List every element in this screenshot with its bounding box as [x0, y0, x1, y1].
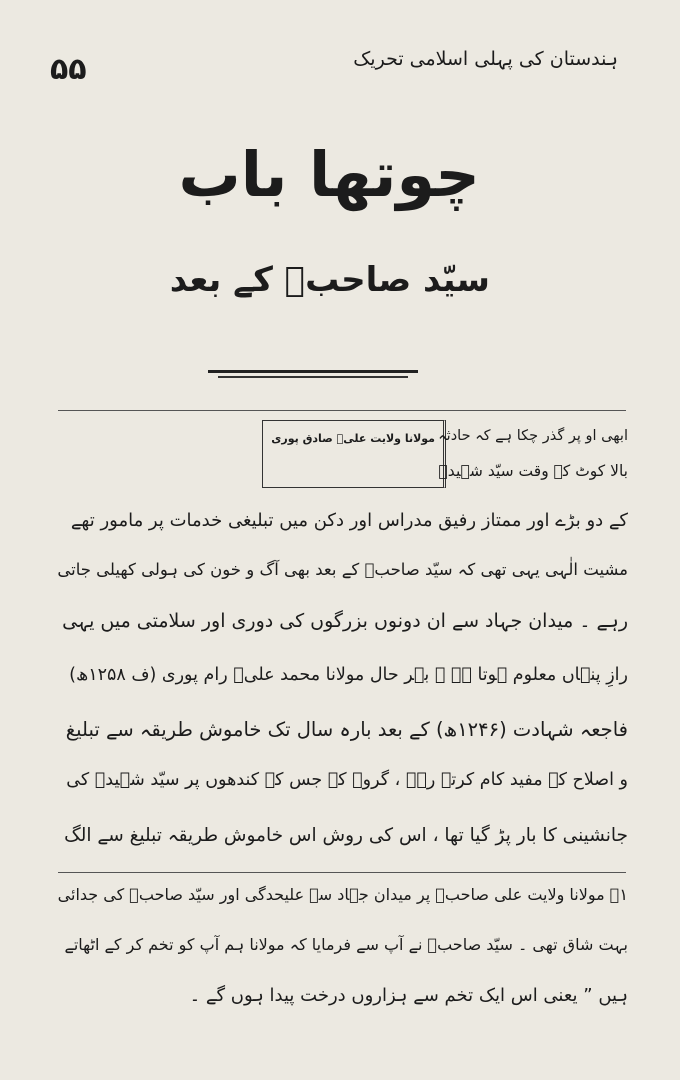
body-text-line: و اصلاح کے مفید کام کرتے رہے ، گروہ کہ جس کے کندھوں پر سیّد شہیدؒ کی	[66, 770, 628, 790]
body-text-line: کے دو بڑے اور ممتاز رفیق مدراس اور دکن میں تبلیغی خدمات پر مامور تھے	[70, 510, 628, 531]
running-title: ہندستان کی پہلی اسلامی تحریک	[353, 48, 618, 70]
divider-line	[208, 370, 418, 373]
rule-line	[58, 410, 626, 411]
divider-line	[218, 376, 408, 378]
page-number: ۵۵	[50, 52, 87, 87]
section-heading: مولانا ولایت علیؒ صادق پوری	[271, 432, 435, 445]
inset-text-line: بالا کوٹ کے وقت سیّد شہیدؒ	[438, 462, 628, 480]
body-text-line: رہے ۔ میدان جہاد سے ان دونوں بزرگوں کی دوری اور سلامتی میں یہی	[62, 610, 628, 632]
body-text-line: جانشینی کا بار پڑ گیا تھا ، اس کی روش اس خاموش طریقہ تبلیغ سے الگ	[64, 825, 628, 846]
body-text-line: مشیت الٰہی یہی تھی کہ سیّد صاحبؒ کے بعد بھی آگ و خون کی ہولی کھیلی جاتی	[57, 560, 628, 579]
footnote-line: بہت شاق تھی ۔ سیّد صاحبؒ نے آپ سے فرمایا کہ مولانا ہم آپ کو تخم کر کے اٹھاتے	[64, 935, 628, 954]
footnote-line: ہیں ” یعنی اس ایک تخم سے ہزاروں درخت پیدا ہوں گے ۔	[189, 985, 628, 1006]
inset-text-line: ابھی او پر گذر چکا ہے کہ حادثہ	[438, 428, 628, 444]
body-text-line: فاجعہ شہادت (۱۲۴۶ھ) کے بعد بارہ سال تک خاموش طریقہ سے تبلیغ	[65, 718, 628, 741]
footnote-line: ۱؎ مولانا ولایت علی صاحبؒ پر میدان جہاد سے علیحدگی اور سیّد صاحبؒ کی جدائی	[57, 885, 628, 904]
ornamental-divider	[208, 366, 418, 382]
chapter-title: چوتھا باب	[178, 138, 480, 211]
footnote-rule	[58, 872, 626, 873]
body-text-line: رازِ پنہاں معلوم ہوتا ہے ۔ بہر حال مولانا محمد علیؒ رام پوری (ف ۱۲۵۸ھ)	[69, 665, 628, 685]
heading-box	[262, 420, 446, 488]
chapter-subtitle: سیّد صاحبؒ کے بعد	[169, 260, 490, 300]
